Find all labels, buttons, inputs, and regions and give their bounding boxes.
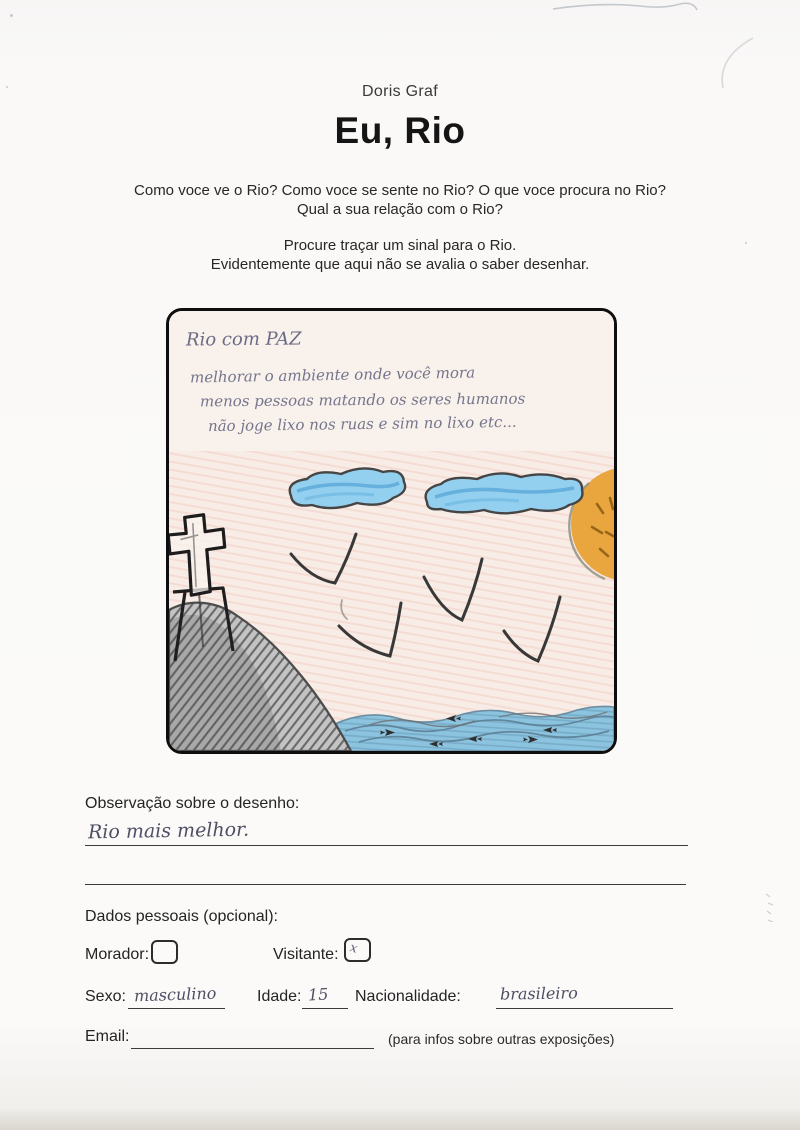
observation-handwritten-value: Rio mais melhor. xyxy=(87,818,250,844)
scan-artifact-right-dots xyxy=(760,892,780,922)
question-line-2: Qual a sua relação com o Rio? xyxy=(297,201,503,218)
visitante-label: Visitante: xyxy=(273,946,339,963)
idade-label: Idade: xyxy=(257,988,302,1005)
personal-data-label: Dados pessoais (opcional): xyxy=(85,908,278,925)
observation-label: Observação sobre o desenho: xyxy=(85,795,300,812)
artist-name: Doris Graf xyxy=(362,83,438,100)
observation-writing-line-1[interactable] xyxy=(85,845,688,846)
visitante-checkbox[interactable] xyxy=(344,938,371,962)
email-label: Email: xyxy=(85,1028,130,1045)
question-line-1: Como voce ve o Rio? Como voce se sente no Rio? O que voce procura no Rio? xyxy=(134,182,666,199)
observation-writing-line-2[interactable] xyxy=(85,884,686,885)
scan-artifact-top-squiggle xyxy=(545,0,715,20)
morador-label: Morador: xyxy=(85,946,150,963)
nacionalidade-handwritten-value: brasileiro xyxy=(499,983,578,1004)
instruction-line-2: Evidentemente que aqui não se avalia o saber desenhar. xyxy=(210,256,590,273)
visitante-checkbox-mark: x xyxy=(348,940,360,957)
morador-checkbox[interactable] xyxy=(151,940,178,964)
drawing-caption-line: melhorar o ambiente onde você mora xyxy=(189,363,476,387)
sexo-handwritten-value: masculino xyxy=(133,983,217,1006)
page-title: Eu, Rio xyxy=(334,110,466,151)
sexo-writing-line[interactable] xyxy=(128,1008,225,1009)
nacionalidade-label: Nacionalidade: xyxy=(355,988,461,1005)
intro-questions xyxy=(0,181,800,219)
email-writing-line[interactable] xyxy=(131,1048,374,1049)
drawing-caption-line: não joge lixo nos ruas e sim no lixo etc... xyxy=(207,412,517,436)
scan-speck xyxy=(745,242,747,244)
sexo-label: Sexo: xyxy=(85,988,126,1005)
drawing-caption-title: Rio com PAZ xyxy=(185,328,302,351)
email-note: (para infos sobre outras exposições) xyxy=(388,1031,615,1047)
right-cloud xyxy=(426,473,583,513)
instruction-line-1: Procure traçar um sinal para o Rio. xyxy=(283,237,517,254)
nacionalidade-writing-line[interactable] xyxy=(496,1008,673,1009)
drawing-frame xyxy=(166,308,617,754)
drawing-caption-line: menos pessoas matando os seres humanos xyxy=(199,389,526,411)
scan-speck xyxy=(10,14,13,17)
instructions xyxy=(0,236,800,274)
scan-speck xyxy=(6,86,8,88)
idade-handwritten-value: 15 xyxy=(307,984,329,1005)
idade-writing-line[interactable] xyxy=(302,1008,348,1009)
